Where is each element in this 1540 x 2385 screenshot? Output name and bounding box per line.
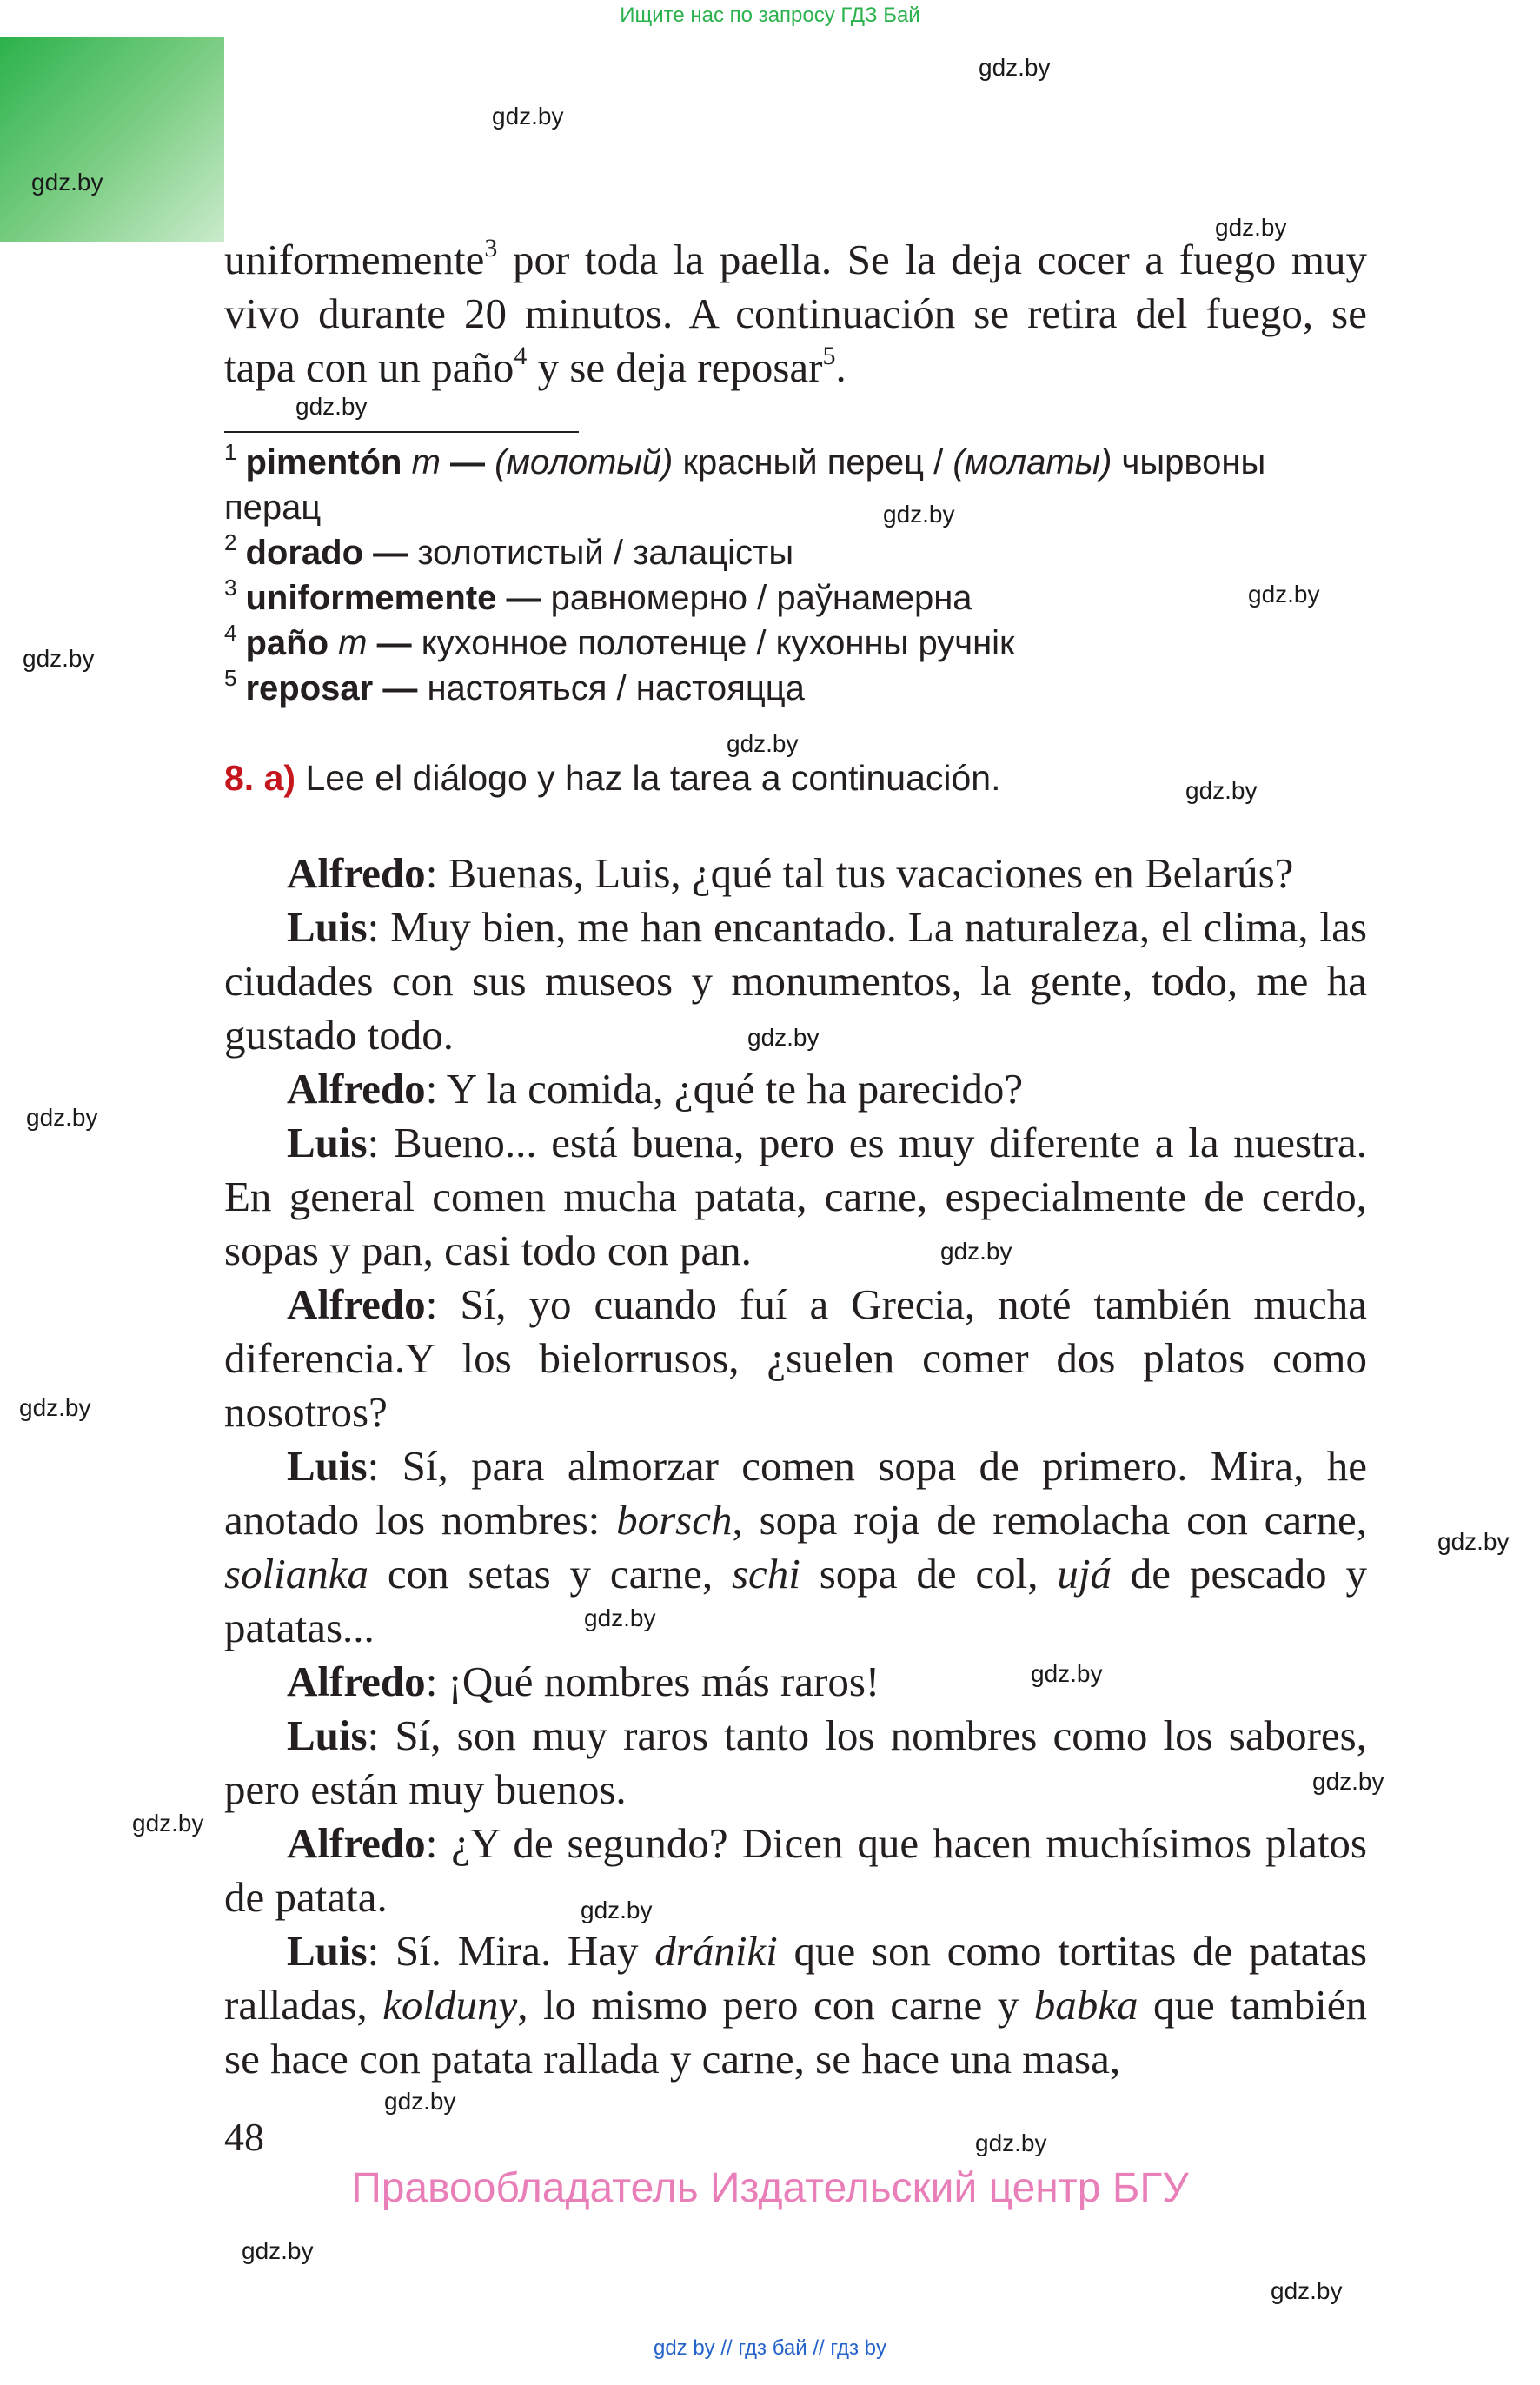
corner-tab bbox=[0, 37, 224, 242]
watermark: gdz.by bbox=[584, 1604, 656, 1631]
watermark: gdz.by bbox=[26, 1104, 98, 1131]
dialog-text: : Y la comida, ¿qué te ha parecido? bbox=[425, 1065, 1024, 1113]
intro-text: uniformemente bbox=[224, 236, 485, 283]
dialog-line bbox=[224, 1278, 1367, 1439]
watermark: gdz.by bbox=[31, 169, 103, 196]
dialog-text: : Sí, yo cuando fuí a Grecia, noté también mucha diferencia.Y los bielorrusos, ¿suelen comer dos platos como nosotros? bbox=[224, 1280, 1367, 1436]
dish-name: borsch bbox=[616, 1496, 733, 1544]
header-note[interactable]: Ищите нас по запросу ГДЗ Бай bbox=[620, 3, 920, 27]
footnote-translation: чырвоны перац bbox=[224, 443, 1266, 527]
footnote-number: 5 bbox=[224, 665, 237, 691]
footnote-ref: 4 bbox=[514, 342, 528, 370]
speaker-name: Alfredo bbox=[287, 1280, 426, 1328]
watermark: gdz.by bbox=[581, 1897, 653, 1923]
watermark: gdz.by bbox=[295, 393, 368, 420]
dialog-line bbox=[224, 1062, 1367, 1116]
dish-name: dránіki bbox=[654, 1927, 778, 1975]
footer-note[interactable]: gdz by // гдз бай // гдз by bbox=[653, 2336, 887, 2360]
watermark: gdz.by bbox=[940, 1238, 1012, 1265]
dialog-text: : Bueno... está buena, pero es muy diferente a la nuestra. En general comen mucha patata, carne, especialmente de cerdo, sopas y pan, casi todo con pan. bbox=[224, 1119, 1367, 1274]
intro-text: y se deja reposar bbox=[527, 343, 823, 391]
dialog-text: que son como tortitas de patatas ralladas, bbox=[224, 1927, 1367, 2029]
watermark: gdz.by bbox=[979, 54, 1051, 81]
task-label: 8. а) bbox=[224, 758, 296, 798]
watermark: gdz.by bbox=[384, 2088, 456, 2115]
dish-name: solianka bbox=[224, 1550, 369, 1598]
footnote-ref: 3 bbox=[484, 234, 498, 262]
watermark: gdz.by bbox=[883, 501, 955, 528]
dish-name: ujá bbox=[1057, 1550, 1112, 1598]
watermark: gdz.by bbox=[242, 2237, 314, 2264]
footnote-translation: красный перец / bbox=[673, 443, 953, 482]
intro-text: . bbox=[835, 343, 846, 391]
dialog-line bbox=[224, 1817, 1367, 1924]
footnote-item bbox=[224, 575, 1367, 621]
watermark: gdz.by bbox=[727, 730, 799, 757]
dialog-text: : Sí. Mira. Hay bbox=[367, 1927, 655, 1975]
footnote-list bbox=[224, 440, 1367, 711]
footnote-divider bbox=[224, 431, 579, 433]
dialog-text: : ¿Y de segundo? Dicen que hacen muchísimos platos de patata. bbox=[224, 1819, 1367, 1921]
dialog-text: : Muy bien, me han encantado. La naturaleza, el clima, las ciudades con sus museos y monumentos, la gente, todo, me ha gustado todo. bbox=[224, 903, 1367, 1059]
dialog-line bbox=[224, 1924, 1367, 2086]
footnote-gram: m bbox=[402, 443, 441, 482]
watermark: gdz.by bbox=[975, 2129, 1047, 2156]
footnote-item bbox=[224, 530, 1367, 575]
dialog bbox=[224, 847, 1367, 2086]
task-text: Lee el diálogo y haz la tarea a continuación. bbox=[295, 758, 1001, 798]
dialog-text: que también se hace con patata rallada y carne, se hace una masa, bbox=[224, 1981, 1368, 2083]
watermark: gdz.by bbox=[492, 103, 564, 130]
speaker-name: Alfredo bbox=[287, 1658, 426, 1705]
speaker-name: Luis bbox=[287, 903, 368, 951]
footnote-number: 2 bbox=[224, 529, 237, 555]
footnote-note: (молотый) bbox=[495, 443, 674, 482]
footnote-term: paño bbox=[245, 624, 329, 662]
dialog-text: con setas y carne, bbox=[368, 1550, 732, 1598]
watermark: gdz.by bbox=[1248, 581, 1320, 608]
speaker-name: Luis bbox=[287, 1711, 368, 1759]
footnote-item bbox=[224, 666, 1367, 711]
footnote-translation: настояться / настояцца bbox=[427, 669, 805, 708]
watermark: gdz.by bbox=[747, 1024, 820, 1051]
dish-name: schi bbox=[731, 1550, 800, 1598]
footnote-number: 4 bbox=[224, 620, 237, 646]
footnote-number: 3 bbox=[224, 575, 237, 601]
watermark: gdz.by bbox=[1437, 1528, 1510, 1555]
speaker-name: Luis bbox=[287, 1442, 368, 1490]
speaker-name: Alfredo bbox=[287, 849, 426, 897]
footnote-sep: — bbox=[440, 443, 495, 482]
speaker-name: Luis bbox=[287, 1927, 368, 1975]
footnote-translation: равномерно / раўнамерна bbox=[550, 579, 972, 617]
speaker-name: Alfredo bbox=[287, 1819, 426, 1867]
watermark: gdz.by bbox=[1215, 214, 1287, 241]
dialog-text: , lo mismo pero con carne y bbox=[517, 1981, 1034, 2029]
speaker-name: Alfredo bbox=[287, 1065, 426, 1113]
watermark: gdz.by bbox=[23, 645, 95, 672]
footnote-item bbox=[224, 440, 1367, 530]
footnote-item bbox=[224, 621, 1367, 666]
watermark: gdz.by bbox=[1271, 2277, 1343, 2304]
dialog-line bbox=[224, 1655, 1367, 1709]
dialog-text: : Sí, para almorzar comen sopa de primero. Mira, he anotado los nombres: bbox=[224, 1442, 1367, 1544]
dialog-text: : Sí, son muy raros tanto los nombres como los sabores, pero están muy buenos. bbox=[224, 1711, 1367, 1813]
footnote-note: (молаты) bbox=[953, 443, 1112, 482]
dish-name: kolduny bbox=[382, 1981, 518, 2029]
watermark: gdz.by bbox=[1031, 1660, 1103, 1687]
footnote-ref: 5 bbox=[822, 342, 836, 370]
footnote-sep: — bbox=[496, 579, 551, 617]
footnote-term: reposar bbox=[245, 669, 374, 708]
dialog-text: sopa de col, bbox=[800, 1550, 1058, 1598]
footnote-sep: — bbox=[367, 624, 422, 662]
dialog-line bbox=[224, 1116, 1367, 1278]
footnote-translation: кухонное полотенце / кухонны ручнік bbox=[421, 624, 1015, 662]
dialog-text: : ¡Qué nombres más raros! bbox=[425, 1658, 880, 1705]
page-number: 48 bbox=[224, 2115, 264, 2159]
dialog-text: , sopa roja de remolacha con carne, bbox=[732, 1496, 1367, 1544]
dialog-line bbox=[224, 1709, 1367, 1817]
footnote-sep: — bbox=[373, 669, 428, 708]
dialog-line bbox=[224, 900, 1367, 1062]
intro-text: por toda la paella. Se la deja cocer a fuego muy vivo durante 20 minutos. A continuación se retira del fuego, se tapa con un paño bbox=[224, 236, 1367, 391]
dialog-line bbox=[224, 1439, 1367, 1655]
dialog-line bbox=[224, 847, 1367, 900]
watermark: gdz.by bbox=[19, 1394, 91, 1421]
footnote-term: pimentón bbox=[245, 443, 402, 482]
watermark: gdz.by bbox=[1312, 1768, 1384, 1795]
footnote-term: uniformemente bbox=[245, 579, 497, 617]
watermark: gdz.by bbox=[132, 1810, 204, 1837]
speaker-name: Luis bbox=[287, 1119, 368, 1166]
footnote-term: dorado bbox=[245, 534, 364, 572]
rights-holder: Правообладатель Издательский центр БГУ bbox=[351, 2165, 1189, 2211]
task-heading bbox=[224, 758, 1001, 799]
footnote-gram: m bbox=[329, 624, 368, 662]
intro-paragraph bbox=[224, 233, 1367, 395]
dialog-text: de pescado y patatas... bbox=[224, 1550, 1367, 1651]
watermark: gdz.by bbox=[1185, 777, 1258, 804]
dialog-text: : Buenas, Luis, ¿qué tal tus vacaciones en Belarús? bbox=[425, 849, 1294, 897]
footnote-number: 1 bbox=[224, 439, 237, 465]
footnote-translation: золотистый / залацісты bbox=[417, 534, 794, 572]
footnote-sep: — bbox=[363, 534, 418, 572]
dish-name: babka bbox=[1033, 1981, 1138, 2029]
